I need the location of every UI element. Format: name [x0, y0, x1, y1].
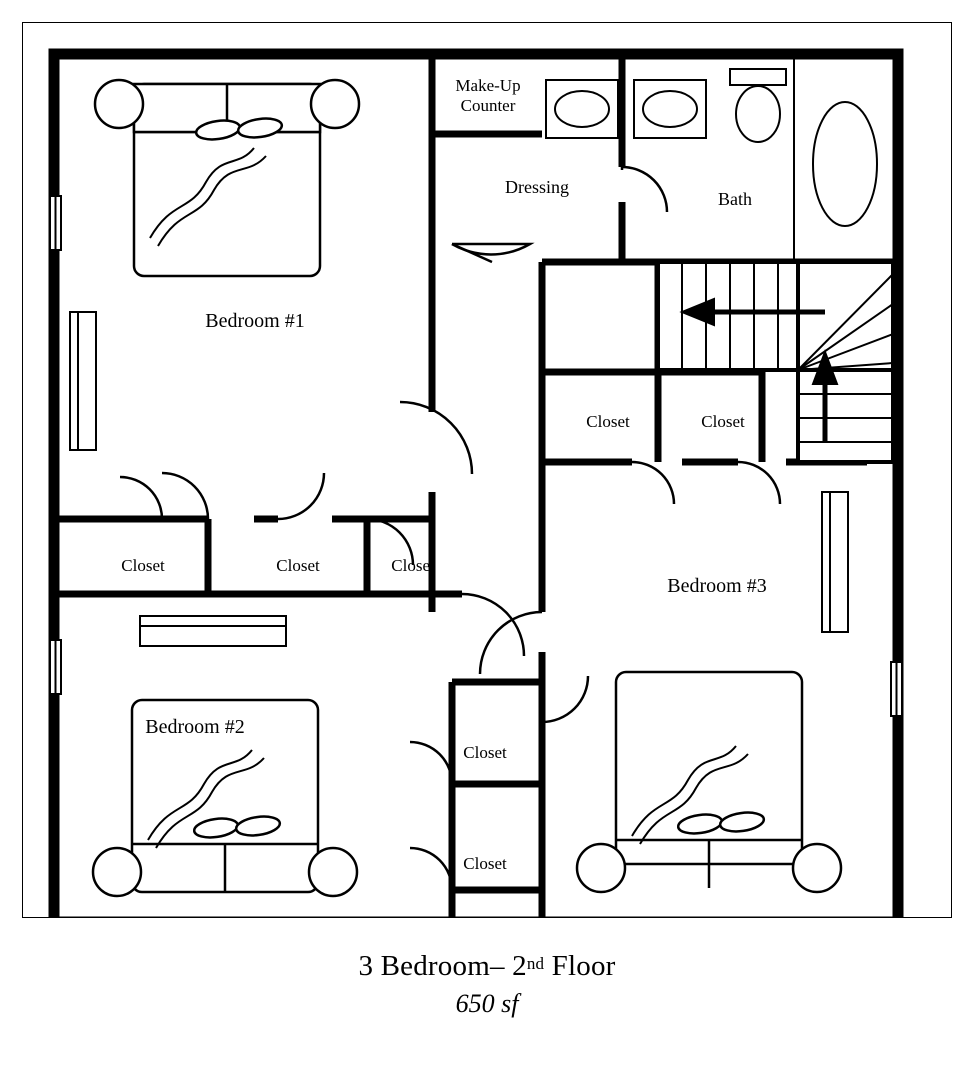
label-closet-left-3: Closet	[391, 556, 435, 575]
toilet-fixture	[730, 69, 786, 142]
plan-title-main: 3 Bedroom– 2	[358, 950, 527, 982]
label-closet-right-2: Closet	[701, 412, 745, 431]
label-bedroom-1: Bedroom #1	[205, 310, 305, 332]
makeup-line-2: Counter	[460, 95, 516, 115]
makeup-line-1: Make-Up	[455, 76, 521, 95]
dresser-bedroom-2	[140, 616, 286, 646]
bath-sink-fixture	[634, 80, 706, 138]
plan-title-tail: Floor	[544, 950, 616, 982]
stairs	[658, 262, 893, 462]
plan-title-ordinal: nd	[526, 954, 545, 973]
label-closet-mid-1: Closet	[463, 743, 507, 762]
label-closet-mid-2: Closet	[463, 854, 507, 873]
label-closet-left-1: Closet	[121, 556, 165, 575]
label-dressing: Dressing	[505, 177, 569, 197]
label-bedroom-3: Bedroom #3	[667, 575, 767, 597]
label-bedroom-2: Bedroom #2	[145, 716, 245, 738]
plan-area: 650 sf	[455, 989, 519, 1018]
bed-bedroom-1	[95, 80, 359, 276]
label-closet-left-2: Closet	[276, 556, 320, 575]
bed-bedroom-3	[577, 672, 841, 892]
dresser-bedroom-3	[822, 492, 848, 632]
bathtub-fixture	[794, 59, 877, 262]
floor-plan-drawing	[22, 22, 952, 918]
dresser-bedroom-1	[70, 312, 96, 450]
label-makeup-counter	[433, 76, 543, 115]
plan-title	[0, 950, 974, 983]
label-bath: Bath	[718, 189, 752, 209]
label-closet-right-1: Closet	[586, 412, 630, 431]
caption-block	[0, 950, 974, 1019]
makeup-counter-fixture	[546, 80, 618, 138]
